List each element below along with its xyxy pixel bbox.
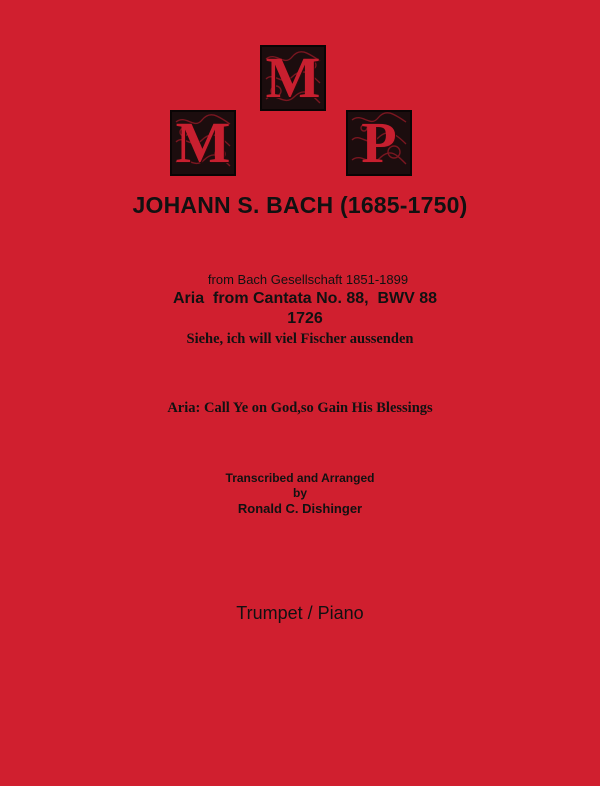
logo-letter: M [265,45,321,110]
english-title: Aria: Call Ye on God,so Gain His Blessings [167,400,433,416]
instrumentation: Trumpet / Piano [236,603,364,623]
publisher-logo-p-right-icon [346,110,412,176]
publisher-logo-m-left-icon [170,110,236,176]
logo-letter: P [361,110,397,175]
logo-letter: M [175,110,231,175]
arranger-name: Ronald C. Dishinger [237,501,363,516]
german-title: Siehe, ich will viel Fischer aussenden [186,331,414,347]
composition-year: 1726 [287,310,323,327]
credit-by: by [292,486,307,500]
publisher-logo-m-top-icon [260,45,326,111]
work-title: Aria from Cantata No. 88, BWV 88 [172,290,438,307]
credit-line: Transcribed and Arranged [225,471,375,485]
composer-heading: JOHANN S. BACH (1685-1750) [132,192,468,218]
source-edition: from Bach Gesellschaft 1851-1899 [207,272,409,287]
